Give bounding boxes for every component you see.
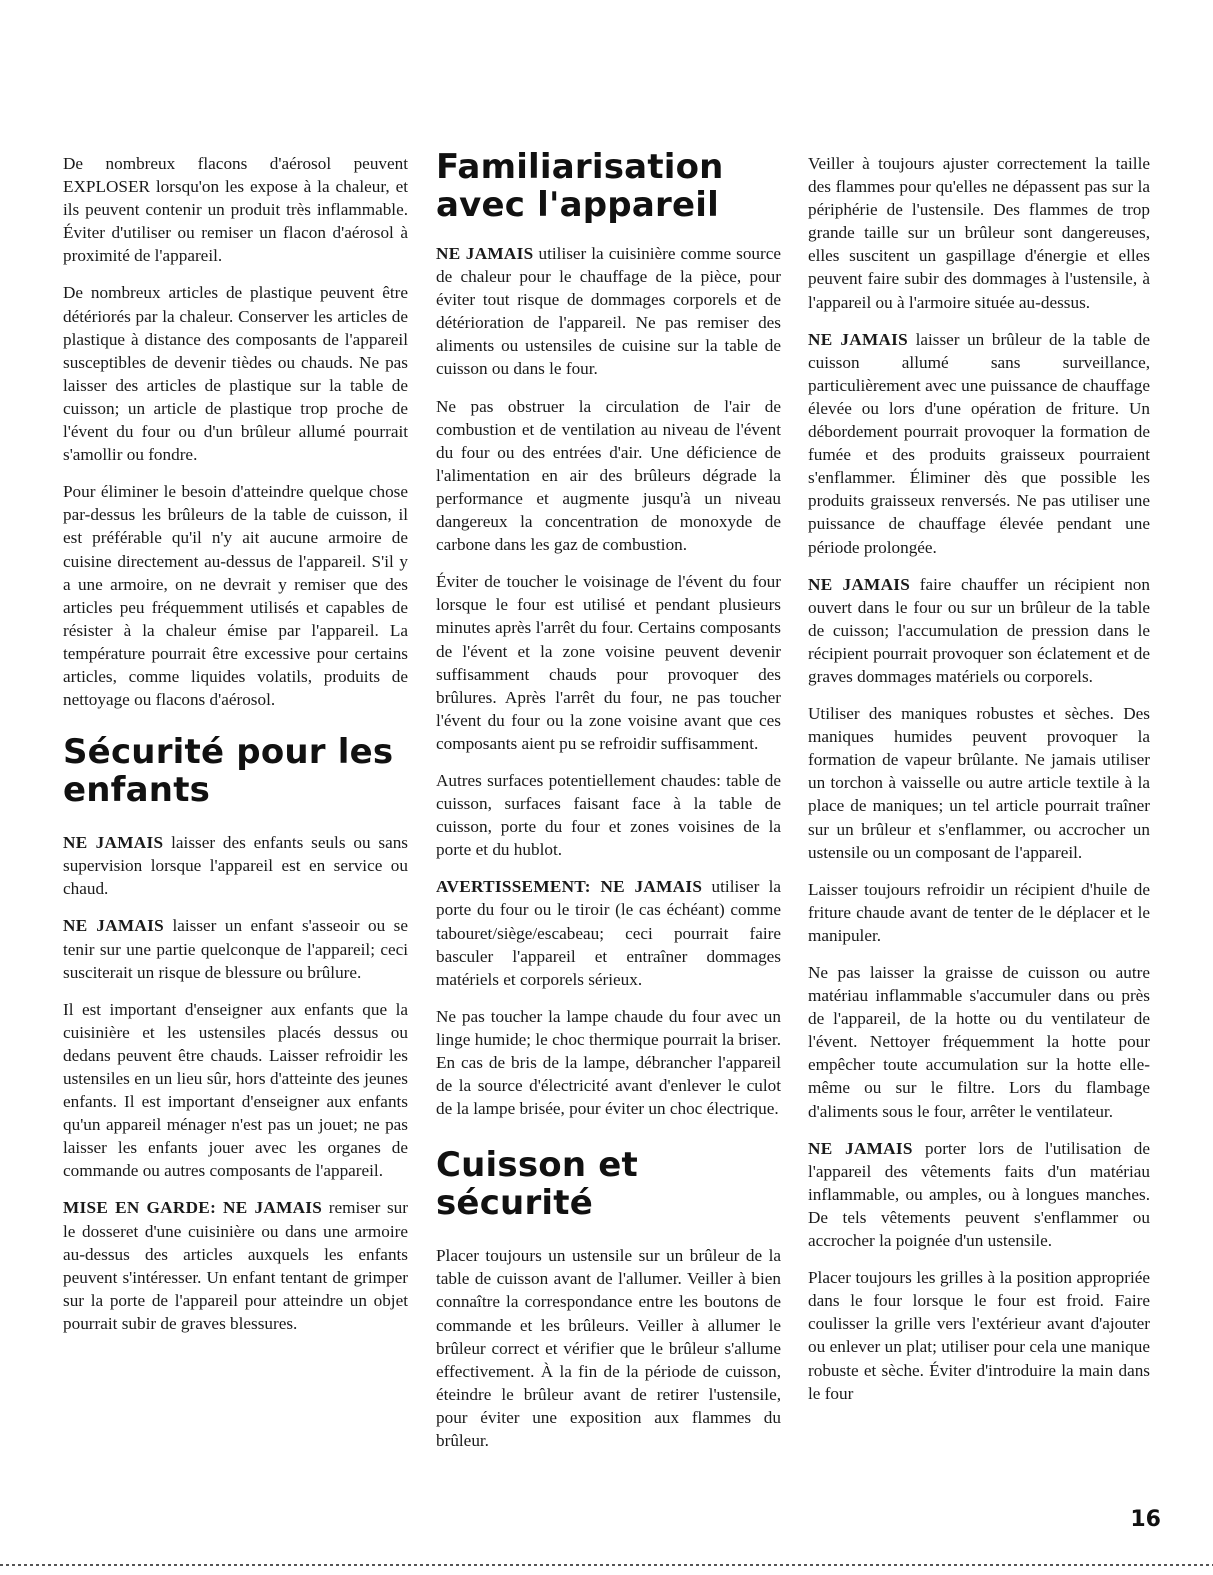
familiarization-paragraph-5 bbox=[436, 875, 781, 990]
body-text: porter lors de l'utilisation de l'appareil des vêtements faits d'un matériau inflammable, ou amples, ou à longues manches. De tels vêtements peuvent s'enflammer ou accrocher la poignée d'un ustensile. bbox=[808, 1138, 1151, 1251]
body-text: faire chauffer un récipient non ouvert dans le four ou sur un brûleur de la table de cuisson; l'accumulation de pression dans le récipient pourrait provoquer son éclatement et de graves dommages matériels ou corporels. bbox=[808, 574, 1150, 686]
body-text: laisser des enfants seuls ou sans supervision lorsque l'appareil est en service ou chaud. bbox=[63, 833, 408, 899]
lead-text: MISE EN GARDE: NE JAMAIS bbox=[63, 1198, 323, 1218]
frying-oil-paragraph: Laisser toujours refroidir un récipient d'huile de friture chaude avant de tenter de le déplacer et le manipuler. bbox=[808, 879, 1150, 945]
child-safety-paragraph-2 bbox=[63, 914, 408, 983]
familiarization-paragraph-2: Ne pas obstruer la circulation de l'air de combustion et de ventilation au niveau de l'évent du four ou des entrées d'air. Une déficience de l'alimentation en air des brûleurs dégrade la performance et augmente jusqu'à un niveau dangereux la concentration de monoxyde de carbone dans les gaz de combustion. bbox=[436, 396, 781, 555]
column-middle bbox=[436, 148, 781, 1466]
child-safety-paragraph-4 bbox=[63, 1196, 408, 1335]
cabinet-warning-paragraph: Pour éliminer le besoin d'atteindre quelque chose par-dessus les brûleurs de la table de cuisson, il est préférable qu'il n'y ait aucune armoire de cuisine directement au-dessus de l'appareil. S'il y a une armoire, on ne devrait y remiser que des articles peu fréquemment utilisés et capables de résister à la chaleur émise par l'appareil. La température pourrait être excessive pour certains articles, comme liquides volatils, produits de nettoyage ou flacons d'aérosol. bbox=[63, 482, 408, 710]
lead-text: NE JAMAIS bbox=[63, 833, 164, 853]
section-heading-cooking-safety: Cuisson et sécurité bbox=[436, 1145, 638, 1224]
lead-text: NE JAMAIS bbox=[436, 244, 534, 263]
sealed-container-paragraph bbox=[808, 573, 1150, 688]
child-safety-paragraph-3: Il est important d'enseigner aux enfants que la cuisinière et les ustensiles placés dessus ou dedans peuvent être chauds. Laisser refroidir les ustensiles en un lieu sûr, hors d'atteinte des jeunes enfants. Il est important d'enseigner aux enfants qu'un appareil ménager n'est pas un jouet; ne pas laisser les enfants jouer avec les organes de commande ou autres composants de l'appareil. bbox=[63, 999, 408, 1181]
lead-text: NE JAMAIS bbox=[808, 1138, 913, 1158]
page-number: 16 bbox=[1130, 1507, 1161, 1532]
column-left bbox=[63, 152, 408, 1349]
child-safety-paragraph-1 bbox=[63, 831, 408, 900]
body-text: utiliser la cuisinière comme source de chaleur pour le chauffage de la pièce, pour éviter tout risque de dommages corporels et de détérioration de l'appareil. Ne pas remiser des aliments ou ustensiles de cuisine sur la table de cuisson ou dans le four. bbox=[436, 244, 782, 379]
familiarization-paragraph-1 bbox=[436, 242, 781, 381]
plastic-warning-paragraph: De nombreux articles de plastique peuvent être détériorés par la chaleur. Conserver les articles de plastique à distance des composants de l'appareil susceptibles de devenir tièdes ou chauds. Ne pas laisser des articles de plastique sur la table de cuisson; un article de plastique trop proche de l'évent du four ou d'un brûleur allumé pourrait s'amollir ou fondre. bbox=[63, 283, 408, 465]
body-text: utiliser la porte du four ou le tiroir (le cas échéant) comme tabouret/siège/escabeau; ceci pourrait faire basculer l'appareil et entraîner dommages matériels et corporels sérieux. bbox=[436, 877, 782, 989]
flame-size-paragraph: Veiller à toujours ajuster correctement la taille des flammes pour qu'elles ne dépassent pas sur la périphérie de l'ustensile. Des flammes de trop grande taille sur un brûleur sont dangereuses, elles suscitent un gaspillage d'énergie et elles peuvent faire subir des dommages à l'ustensile, à l'appareil ou à l'armoire située au-dessus. bbox=[808, 154, 1150, 312]
cooking-safety-paragraph-1: Placer toujours un ustensile sur un brûleur de la table de cuisson avant de l'allumer. Veiller à bien connaître la correspondance entre les boutons de commande et les brûleurs. Veiller à allumer le brûleur correct et vérifier que le brûleur s'allume effectivement. À la fin de la période de cuisson, éteindre le brûleur avant de retirer l'ustensile, pour éviter une exposition aux flammes du brûleur. bbox=[436, 1246, 781, 1451]
column-right bbox=[808, 152, 1150, 1419]
lead-text: AVERTISSEMENT: NE JAMAIS bbox=[436, 877, 703, 897]
body-text: remiser sur le dosseret d'une cuisinière ou dans une armoire au-dessus des articles auxquels les enfants peuvent s'intéresser. Un enfant tentant de grimper sur la porte de l'appareil pour atteindre un objet pourrait subir de graves blessures. bbox=[63, 1198, 408, 1333]
lead-text: NE JAMAIS bbox=[808, 574, 911, 594]
section-heading-child-safety: Sécurité pour les enfants bbox=[63, 732, 394, 811]
body-text: laisser un enfant s'asseoir ou se tenir sur une partie quelconque de l'appareil; ceci susciterait un risque de blessure ou brûlure. bbox=[63, 916, 408, 982]
lead-text: NE JAMAIS bbox=[808, 329, 909, 349]
grease-buildup-paragraph: Ne pas laisser la graisse de cuisson ou autre matériau inflammable s'accumuler dans ou près de l'appareil, de la hotte ou du ventilateur de l'évent. Nettoyer fréquemment la hotte pour empêcher toute accumulation sur la hotte elle-même ou sur le filtre. Lors du flambage d'aliments sous le four, arrêter le ventilateur. bbox=[808, 963, 1150, 1121]
oven-racks-paragraph: Placer toujours les grilles à la position appropriée dans le four lorsque le four est froid. Faire coulisser la grille vers l'extérieur avant d'ajouter ou enlever un plat; utiliser pour cela une manique robuste et sèche. Éviter d'introduire la main dans le four bbox=[808, 1268, 1150, 1403]
lead-text: NE JAMAIS bbox=[63, 916, 164, 936]
familiarization-paragraph-4: Autres surfaces potentiellement chaudes: table de cuisson, surfaces faisant face à la table de cuisson, porte du four et zones voisines de la porte et du hublot. bbox=[436, 770, 781, 860]
body-text: laisser un brûleur de la table de cuisson allumé sans surveillance, particulièrement avec une puissance de chauffage élevée ou lors d'une opération de friture. Un débordement pourrait provoquer la formation de fumée et des produits graisseux pourraient s'enflammer. Éliminer dès que possible les produits graisseux renversés. Ne pas utiliser une puissance de chauffage élevée pendant une période prolongée. bbox=[808, 329, 1151, 557]
aerosol-warning-paragraph: De nombreux flacons d'aérosol peuvent EXPLOSER lorsqu'on les expose à la chaleur, et ils peuvent contenir un produit très inflammable. Éviter d'utiliser ou remiser un flacon d'aérosol à proximité de l'appareil. bbox=[63, 154, 408, 266]
bottom-divider bbox=[0, 1564, 1213, 1566]
unattended-burner-paragraph bbox=[808, 328, 1150, 559]
familiarization-paragraph-3: Éviter de toucher le voisinage de l'évent du four lorsque le four est utilisé et pendant plusieurs minutes après l'arrêt du four. Certains composants de l'évent et la zone voisine peuvent devenir suffisamment chauds pour provoquer des brûlures. Après l'arrêt du four, ne pas toucher l'évent du four ou la zone voisine avant que ces composants aient pu se refroidir suffisamment. bbox=[436, 572, 781, 753]
potholders-paragraph: Utiliser des maniques robustes et sèches. Des maniques humides peuvent provoquer la formation de vapeur brûlante. Ne jamais utiliser un torchon à vaisselle ou autre article textile à la place de maniques; un tel article pourrait traîner sur un brûleur et s'enflammer, ou accrocher un ustensile ou un composant de l'appareil. bbox=[808, 704, 1150, 862]
section-heading-familiarization: Familiarisation avec l'appareil bbox=[436, 147, 724, 225]
clothing-paragraph bbox=[808, 1137, 1150, 1252]
familiarization-paragraph-6: Ne pas toucher la lampe chaude du four avec un linge humide; le choc thermique pourrait la briser. En cas de bris de la lampe, débrancher l'appareil de la source d'électricité avant d'enlever le culot de la lampe brisée, pour éviter un choc électrique. bbox=[436, 1006, 781, 1119]
